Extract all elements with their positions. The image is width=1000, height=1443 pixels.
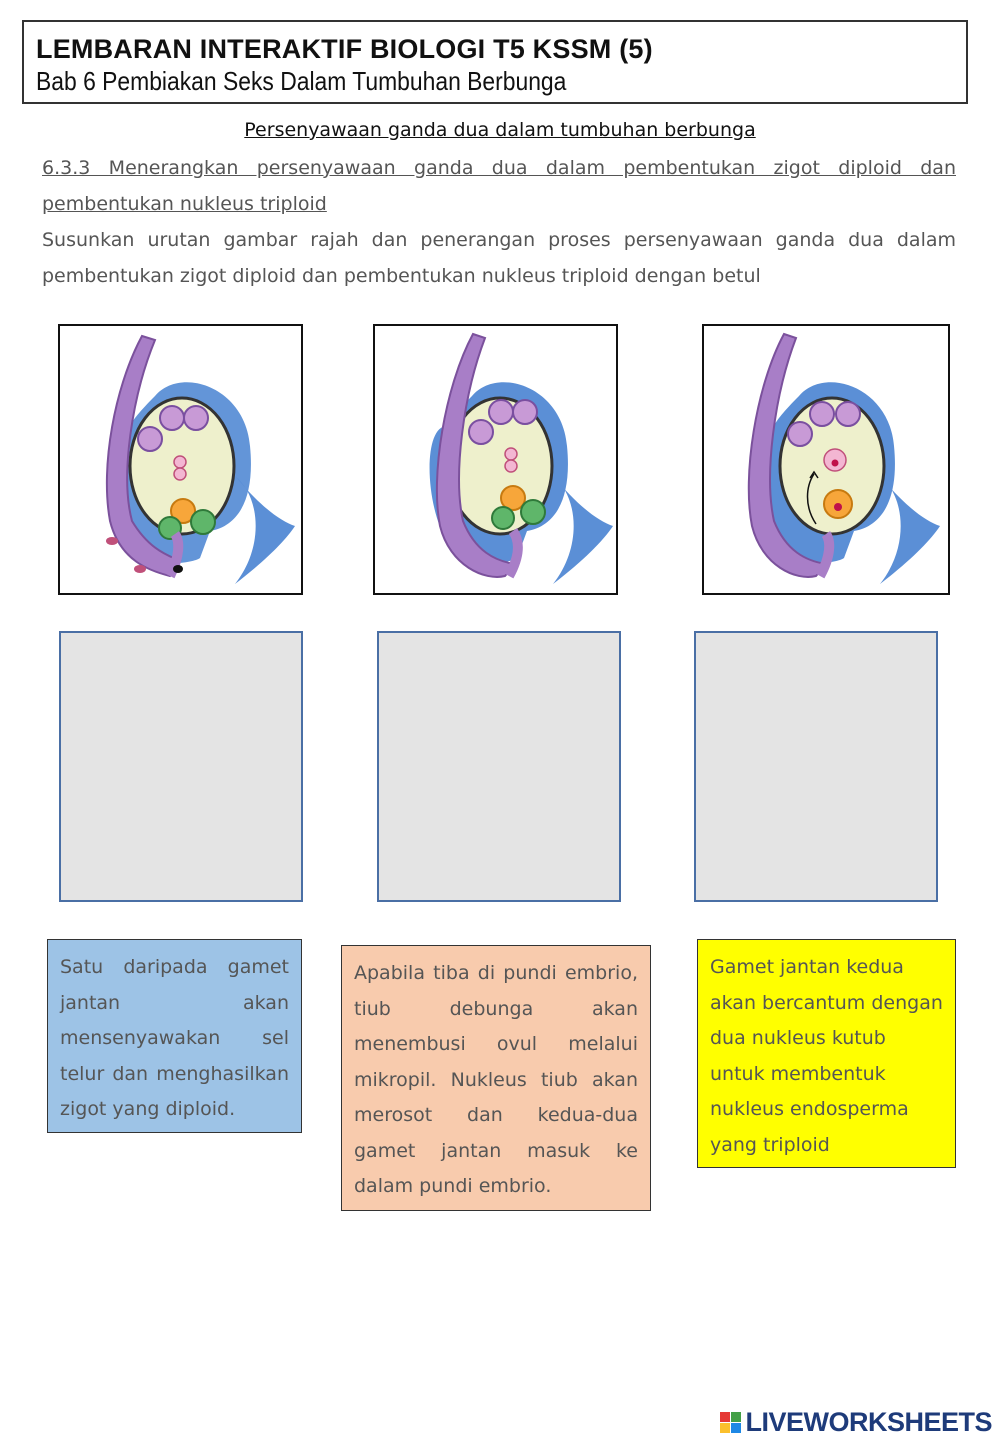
answer-card-text: Satu daripada gamet jantan akan mensenyawakan sel telur dan menghasilkan zigot yang diploid. (60, 956, 289, 1120)
diagram-double-fertilisation (702, 324, 950, 595)
ovule-illustration (375, 326, 616, 593)
answer-card-pollen-tube-entry[interactable] (341, 945, 651, 1211)
answer-card-text: Apabila tiba di pundi embrio, tiub debunga akan menembusi ovul melalui mikropil. Nukleus tiub akan merosot dan kedua-dua gamet jantan masuk ke dalam pundi embrio. (354, 962, 638, 1197)
instruction-text: Susunkan urutan gambar rajah dan penerangan proses persenyawaan ganda dua dalam pembentukan zigot diploid dan pembentukan nukleus triploid dengan betul (42, 229, 956, 287)
answer-drop-zone-2[interactable] (377, 631, 621, 902)
answer-card-text: Gamet jantan kedua akan bercantum dengan dua nukleus kutub untuk membentuk nukleus endosperma yang triploid (710, 956, 943, 1156)
liveworksheets-logo (720, 1407, 992, 1437)
worksheet-subtitle: Bab 6 Pembiakan Seks Dalam Tumbuhan Berbunga (36, 66, 567, 96)
answer-card-polar-nuclei-fusion[interactable] (697, 939, 956, 1168)
ovule-illustration (704, 326, 948, 593)
answer-drop-zone-1[interactable] (59, 631, 303, 902)
liveworksheets-logo-icon (720, 1412, 741, 1433)
liveworksheets-wordmark: LIVEWORKSHEETS (745, 1406, 992, 1437)
section-title: Persenyawaan ganda dua dalam tumbuhan berbunga (244, 119, 756, 141)
answer-card-egg-fertilisation[interactable] (47, 939, 302, 1133)
worksheet-title: LEMBARAN INTERAKTIF BIOLOGI T5 KSSM (5) (36, 34, 653, 64)
answer-drop-zone-3[interactable] (694, 631, 938, 902)
ovule-illustration (60, 326, 301, 593)
diagram-pollen-tube-entry (58, 324, 303, 595)
worksheet-header (22, 20, 968, 104)
diagram-sperm-release (373, 324, 618, 595)
learning-objective: 6.3.3 Menerangkan persenyawaan ganda dua dalam pembentukan zigot diploid dan pembentukan nukleus triploid (42, 157, 956, 215)
